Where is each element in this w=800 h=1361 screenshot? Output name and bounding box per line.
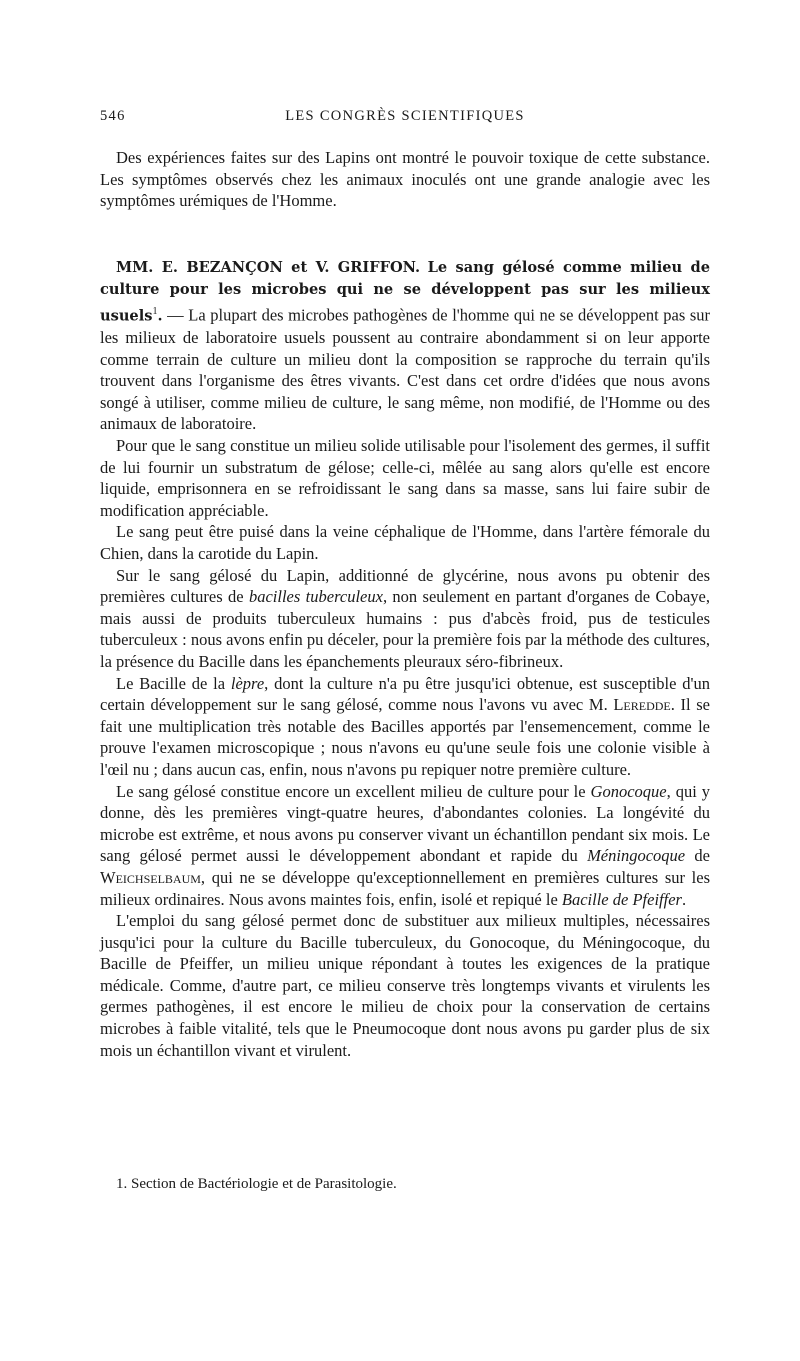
page-body — [100, 147, 710, 1061]
intro-paragraph: Des expériences faites sur des Lapins ont montré le pouvoir toxique de cette substance. Les symptômes observés chez les animaux inoculés ont une grande analogie avec les symptômes urémiques de l'Homme. — [100, 148, 710, 211]
footnote-number: 1. — [116, 1176, 128, 1192]
text-run: , qui ne se développe qu'exceptionnellement en premières cultures sur les milieux ordinaires. Nous avons maintes fois, enfin, isolé et repiqué le — [100, 867, 710, 909]
paragraph-sang-source: Le sang peut être puisé dans la veine céphalique de l'Homme, dans l'artère fémorale du Chien, dans la carotide du Lapin. — [100, 522, 710, 563]
footnote-text: Section de Bactériologie et de Parasitologie. — [131, 1176, 397, 1192]
paragraph-gelose: Pour que le sang constitue un milieu solide utilisable pour l'isolement des germes, il suffit de lui fournir un substratum de gélose; celle-ci, mêlée au sang alors qu'elle est encore liquide, emprisonnera en se refroidissant le sang dans sa masse, sans lui faire subir de modification appréciable. — [100, 436, 710, 520]
text-run: . — [681, 889, 687, 909]
title-period: . — [157, 307, 163, 325]
article-authors: MM. E. BEZANÇON et V. GRIFFON. — [116, 258, 421, 276]
paragraph-tuberculose — [100, 565, 710, 673]
text-run: . Il se fait une multiplication très notable des Bacilles apportés par l'ensemencement, comme le prouve l'examen microscopique ; nous n'avons eu qu'une seule fois une colonie visible à l'œil nu ; dans aucun cas, enfin, nous n'avons pu repiquer notre première culture. — [100, 695, 710, 779]
text-run: , dont la culture n'a pu être jusqu'ici obtenue, est susceptible d'un certain développement sur le sang gélosé, comme nous l'avons vu avec M. — [100, 673, 710, 715]
text-run: , non seulement en partant d'organes de Cobaye, mais aussi de produits tuberculeux humains : pus d'abcès froid, pus de testicules tuberculeux : nous avons enfin pu déceler, pour la première fois par la méthode des cultures, la présence du Bacille dans les épanchements pleuraux séro-fibrineux. — [100, 587, 711, 671]
running-title: LES CONGRÈS SCIENTIFIQUES — [285, 108, 525, 124]
page-number: 546 — [100, 108, 126, 124]
author-name: Leredde — [613, 695, 671, 715]
text-run: , qui y donne, dès les premières vingt-quatre heures, d'abondantes colonies. La longévité du microbe est extrême, et nous avons pu conserver vivant un échantillon pendant six mois. Le sang gélosé permet aussi le développement abondant et rapide du — [100, 781, 710, 866]
author-name: Weichselbaum — [100, 867, 201, 887]
text-run: Le sang gélosé constitue encore un excellent milieu de culture pour le — [116, 781, 591, 801]
italic-term: Méningocoque — [587, 846, 686, 866]
article-first-paragraph: — La plupart des microbes pathogènes de l'homme qui ne se développent pas sur les milieux de laboratoire usuels poussent au contraire abondamment si on leur apporte comme terrain de culture un milieu dont la composition se rapproche du terrain qu'ils trouvent dans l'organisme des êtres vivants. C'est dans cet ordre d'idées que nous avons songé à utiliser, comme milieu de culture, le sang même, non modifié, de l'Homme ou des animaux de laboratoire. — [100, 305, 710, 434]
running-header — [100, 108, 710, 128]
paragraph-conclusion: L'emploi du sang gélosé permet donc de substituer aux milieux multiples, nécessaires jusqu'ici pour la culture du Bacille tuberculeux, du Gonocoque, du Méningocoque, du Bacille de Pfeiffer, un milieu unique répondant à toutes les exigences de la pratique médicale. Comme, d'autre part, ce milieu conserve très longtemps vivants et virulents les germes pathogènes, il est encore le milieu de choix pour la conservation de certains microbes à faible vitalité, tels que le Pneumocoque dont nous avons pu garder plus de six mois un échantillon vivant et virulent. — [100, 911, 710, 1060]
footnote — [100, 1176, 710, 1193]
italic-term: lèpre — [230, 673, 265, 693]
paragraph-gonocoque — [100, 781, 710, 911]
text-run: de — [685, 846, 711, 866]
footnote-mark: 1 — [152, 305, 158, 317]
italic-term: Gonocoque — [590, 781, 667, 801]
section-gap — [100, 212, 710, 256]
text-run: Le Bacille de la — [116, 673, 231, 693]
italic-term: bacilles tuberculeux — [248, 587, 383, 607]
paragraph-lepre — [100, 673, 710, 781]
text-run: Sur le sang gélosé du Lapin, additionné de glycérine, nous avons pu obtenir des premières cultures de — [100, 565, 710, 607]
article-lead-paragraph — [100, 256, 710, 435]
italic-term: Bacille de Pfeiffer — [561, 889, 682, 909]
article-title: Le sang gélosé comme milieu de culture pour les microbes qui ne se développent pas sur les milieux usuels — [100, 258, 710, 325]
